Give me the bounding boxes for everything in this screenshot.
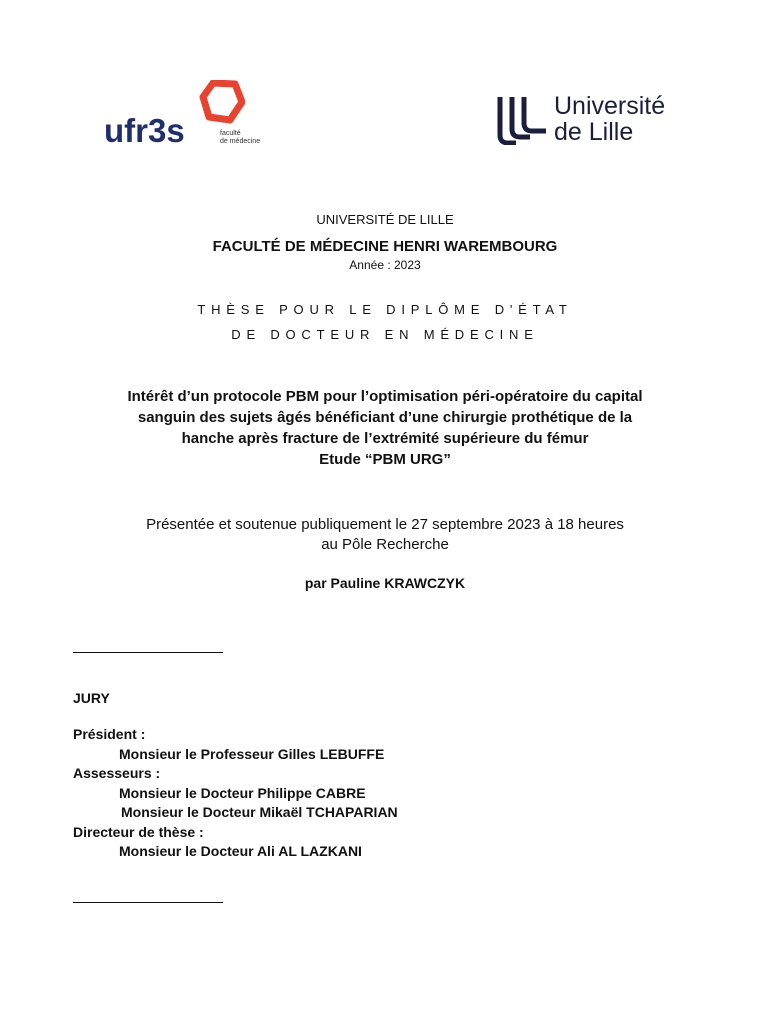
faculty-name: FACULTÉ DE MÉDECINE HENRI WAREMBOURG — [212, 238, 558, 255]
jury-list — [73, 725, 398, 862]
assessors-label: Assesseurs : — [73, 765, 161, 781]
universite-de-lille-logo — [496, 93, 706, 149]
academic-year: Année : 2023 — [349, 258, 421, 272]
president-name: Monsieur le Professeur Gilles LEBUFFE — [119, 745, 385, 762]
thesis-title-line: sanguin des sujets âgés bénéficiant d’une chirurgie prothétique de la — [137, 409, 633, 426]
divider — [73, 652, 223, 653]
assessor-name: Monsieur le Docteur Mikaël TCHAPARIAN — [121, 804, 398, 820]
thesis-type-line1: THÈSE POUR LE DIPLÔME D'ÉTAT — [197, 302, 573, 317]
thesis-title — [0, 386, 770, 470]
lille-mark-icon — [496, 95, 548, 145]
thesis-type-line2: DE DOCTEUR EN MÉDECINE — [231, 327, 539, 342]
lille-wordmark: Université de Lille — [554, 92, 666, 146]
author-name: par Pauline KRAWCZYK — [304, 575, 466, 591]
director-label: Directeur de thèse : — [73, 823, 204, 840]
presentation-info: Présentée et soutenue publiquement le 27 septembre 2023 à 18 heures au Pôle Recherche — [146, 516, 624, 553]
divider — [73, 902, 223, 903]
thesis-title-line: Intérêt d’un protocole PBM pour l’optimisation péri-opératoire du capital — [127, 388, 643, 405]
assessor-name: Monsieur le Docteur Philippe CABRE — [119, 784, 366, 801]
jury-heading: JURY — [73, 690, 110, 706]
thesis-title-line: Etude “PBM URG” — [319, 451, 451, 468]
university-name: UNIVERSITÉ DE LILLE — [316, 212, 454, 227]
ufr3s-subtitle: faculté de médecine — [220, 130, 261, 145]
director-name: Monsieur le Docteur Ali AL LAZKANI — [119, 843, 362, 859]
ufr3s-wordmark: ufr3s — [104, 112, 185, 149]
thesis-title-line: hanche après fracture de l’extrémité supérieure du fémur — [181, 430, 589, 447]
ufr3s-logo — [104, 80, 264, 150]
ufr3s-hexagon-icon — [199, 80, 245, 124]
president-label: Président : — [73, 726, 146, 742]
